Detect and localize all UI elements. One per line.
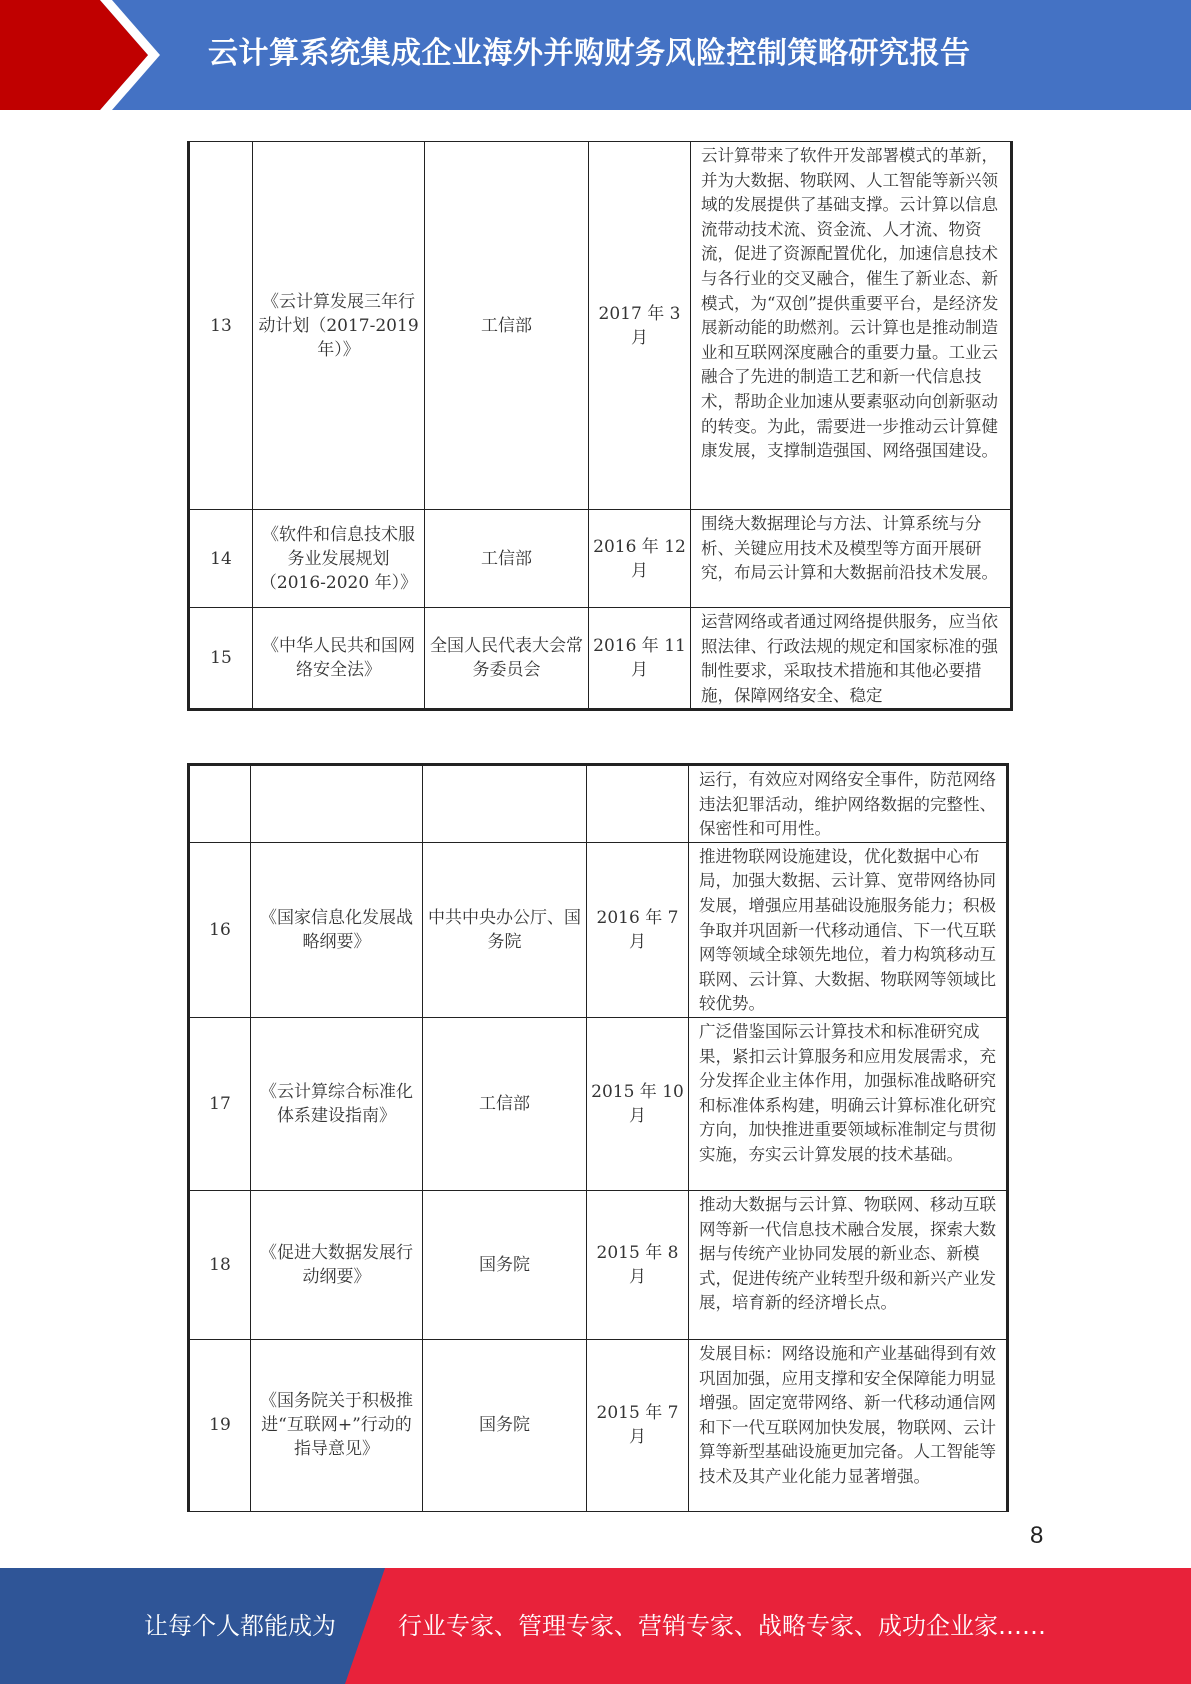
issuing-body: 国务院 xyxy=(423,1339,587,1511)
policy-name: 《中华人民共和国网络安全法》 xyxy=(253,608,425,710)
table-row-continuation xyxy=(189,765,1008,843)
page-footer xyxy=(0,1568,1191,1684)
report-title: 云计算系统集成企业海外并购财务风险控制策略研究报告 xyxy=(208,36,971,71)
table-row xyxy=(189,608,1012,710)
policy-name: 《软件和信息技术服务业发展规划（2016-2020 年）》 xyxy=(253,510,425,608)
policy-name: 《国家信息化发展战略纲要》 xyxy=(251,842,423,1017)
table-row xyxy=(189,842,1008,1017)
policy-name: 《云计算发展三年行动计划（2017-2019 年）》 xyxy=(253,142,425,510)
footer-slogan-right: 行业专家、管理专家、营销专家、战略专家、成功企业家…… xyxy=(398,1612,1046,1640)
table-row xyxy=(189,142,1012,510)
policy-name: 《国务院关于积极推进“互联网+”行动的指导意见》 xyxy=(251,1339,423,1511)
row-number: 15 xyxy=(189,608,253,710)
issue-date: 2015 年 8 月 xyxy=(587,1190,689,1339)
row-number: 14 xyxy=(189,510,253,608)
policy-table-part-2 xyxy=(187,763,1009,1512)
table-row xyxy=(189,1017,1008,1190)
issue-date: 2016 年 11 月 xyxy=(589,608,691,710)
policy-description: 推进物联网设施建设，优化数据中心布局，加强大数据、云计算、宽带网络协同发展，增强应用基础设施服务能力；积极争取并巩固新一代移动通信、下一代互联网等领域全球领先地位，着力构筑移动互联网、云计算、大数据、物联网等领域比较优势。 xyxy=(689,842,1008,1017)
issuing-body: 工信部 xyxy=(425,510,589,608)
row-number: 13 xyxy=(189,142,253,510)
table-row xyxy=(189,1339,1008,1511)
policy-name: 《云计算综合标准化体系建设指南》 xyxy=(251,1017,423,1190)
issuing-body: 工信部 xyxy=(423,1017,587,1190)
footer-slogan-left: 让每个人都能成为 xyxy=(144,1612,336,1640)
policy-description: 云计算带来了软件开发部署模式的革新，并为大数据、物联网、人工智能等新兴领域的发展提供了基础支撑。云计算以信息流带动技术流、资金流、人才流、物资流，促进了资源配置优化，加速信息技术与各行业的交叉融合，催生了新业态、新模式，为“双创”提供重要平台，是经济发展新动能的助燃剂。云计算也是推动制造业和互联网深度融合的重要力量。工业云融合了先进的制造工艺和新一代信息技术，帮助企业加速从要素驱动向创新驱动的转变。为此，需要进一步推动云计算健康发展，支撑制造强国、网络强国建设。 xyxy=(691,142,1012,510)
row-number: 18 xyxy=(189,1190,251,1339)
table-row xyxy=(189,510,1012,608)
policy-description-continued: 运行，有效应对网络安全事件，防范网络违法犯罪活动，维护网络数据的完整性、保密性和可用性。 xyxy=(689,765,1008,843)
row-number: 19 xyxy=(189,1339,251,1511)
policy-description: 推动大数据与云计算、物联网、移动互联网等新一代信息技术融合发展，探索大数据与传统产业协同发展的新业态、新模式，促进传统产业转型升级和新兴产业发展，培育新的经济增长点。 xyxy=(689,1190,1008,1339)
policy-description: 广泛借鉴国际云计算技术和标准研究成果，紧扣云计算服务和应用发展需求，充分发挥企业主体作用，加强标准战略研究和标准体系构建，明确云计算标准化研究方向，加快推进重要领域标准制定与贯彻实施，夯实云计算发展的技术基础。 xyxy=(689,1017,1008,1190)
issuing-body: 国务院 xyxy=(423,1190,587,1339)
row-number: 16 xyxy=(189,842,251,1017)
policy-description: 发展目标：网络设施和产业基础得到有效巩固加强，应用支撑和安全保障能力明显增强。固定宽带网络、新一代移动通信网和下一代互联网加快发展，物联网、云计算等新型基础设施更加完备。人工智能等技术及其产业化能力显著增强。 xyxy=(689,1339,1008,1511)
issue-date: 2015 年 10 月 xyxy=(587,1017,689,1190)
issue-date: 2016 年 7 月 xyxy=(587,842,689,1017)
policy-name: 《促进大数据发展行动纲要》 xyxy=(251,1190,423,1339)
table-row xyxy=(189,1190,1008,1339)
issuing-body: 工信部 xyxy=(425,142,589,510)
page-number: 8 xyxy=(1030,1522,1044,1549)
issue-date: 2016 年 12 月 xyxy=(589,510,691,608)
page-header xyxy=(0,0,1191,110)
policy-table-part-1 xyxy=(187,141,1013,711)
issue-date: 2017 年 3 月 xyxy=(589,142,691,510)
policy-description: 运营网络或者通过网络提供服务，应当依照法律、行政法规的规定和国家标准的强制性要求，采取技术措施和其他必要措施，保障网络安全、稳定 xyxy=(691,608,1012,710)
row-number: 17 xyxy=(189,1017,251,1190)
issuing-body: 中共中央办公厅、国务院 xyxy=(423,842,587,1017)
issuing-body: 全国人民代表大会常务委员会 xyxy=(425,608,589,710)
issue-date: 2015 年 7 月 xyxy=(587,1339,689,1511)
policy-description: 围绕大数据理论与方法、计算系统与分析、关键应用技术及模型等方面开展研究，布局云计算和大数据前沿技术发展。 xyxy=(691,510,1012,608)
